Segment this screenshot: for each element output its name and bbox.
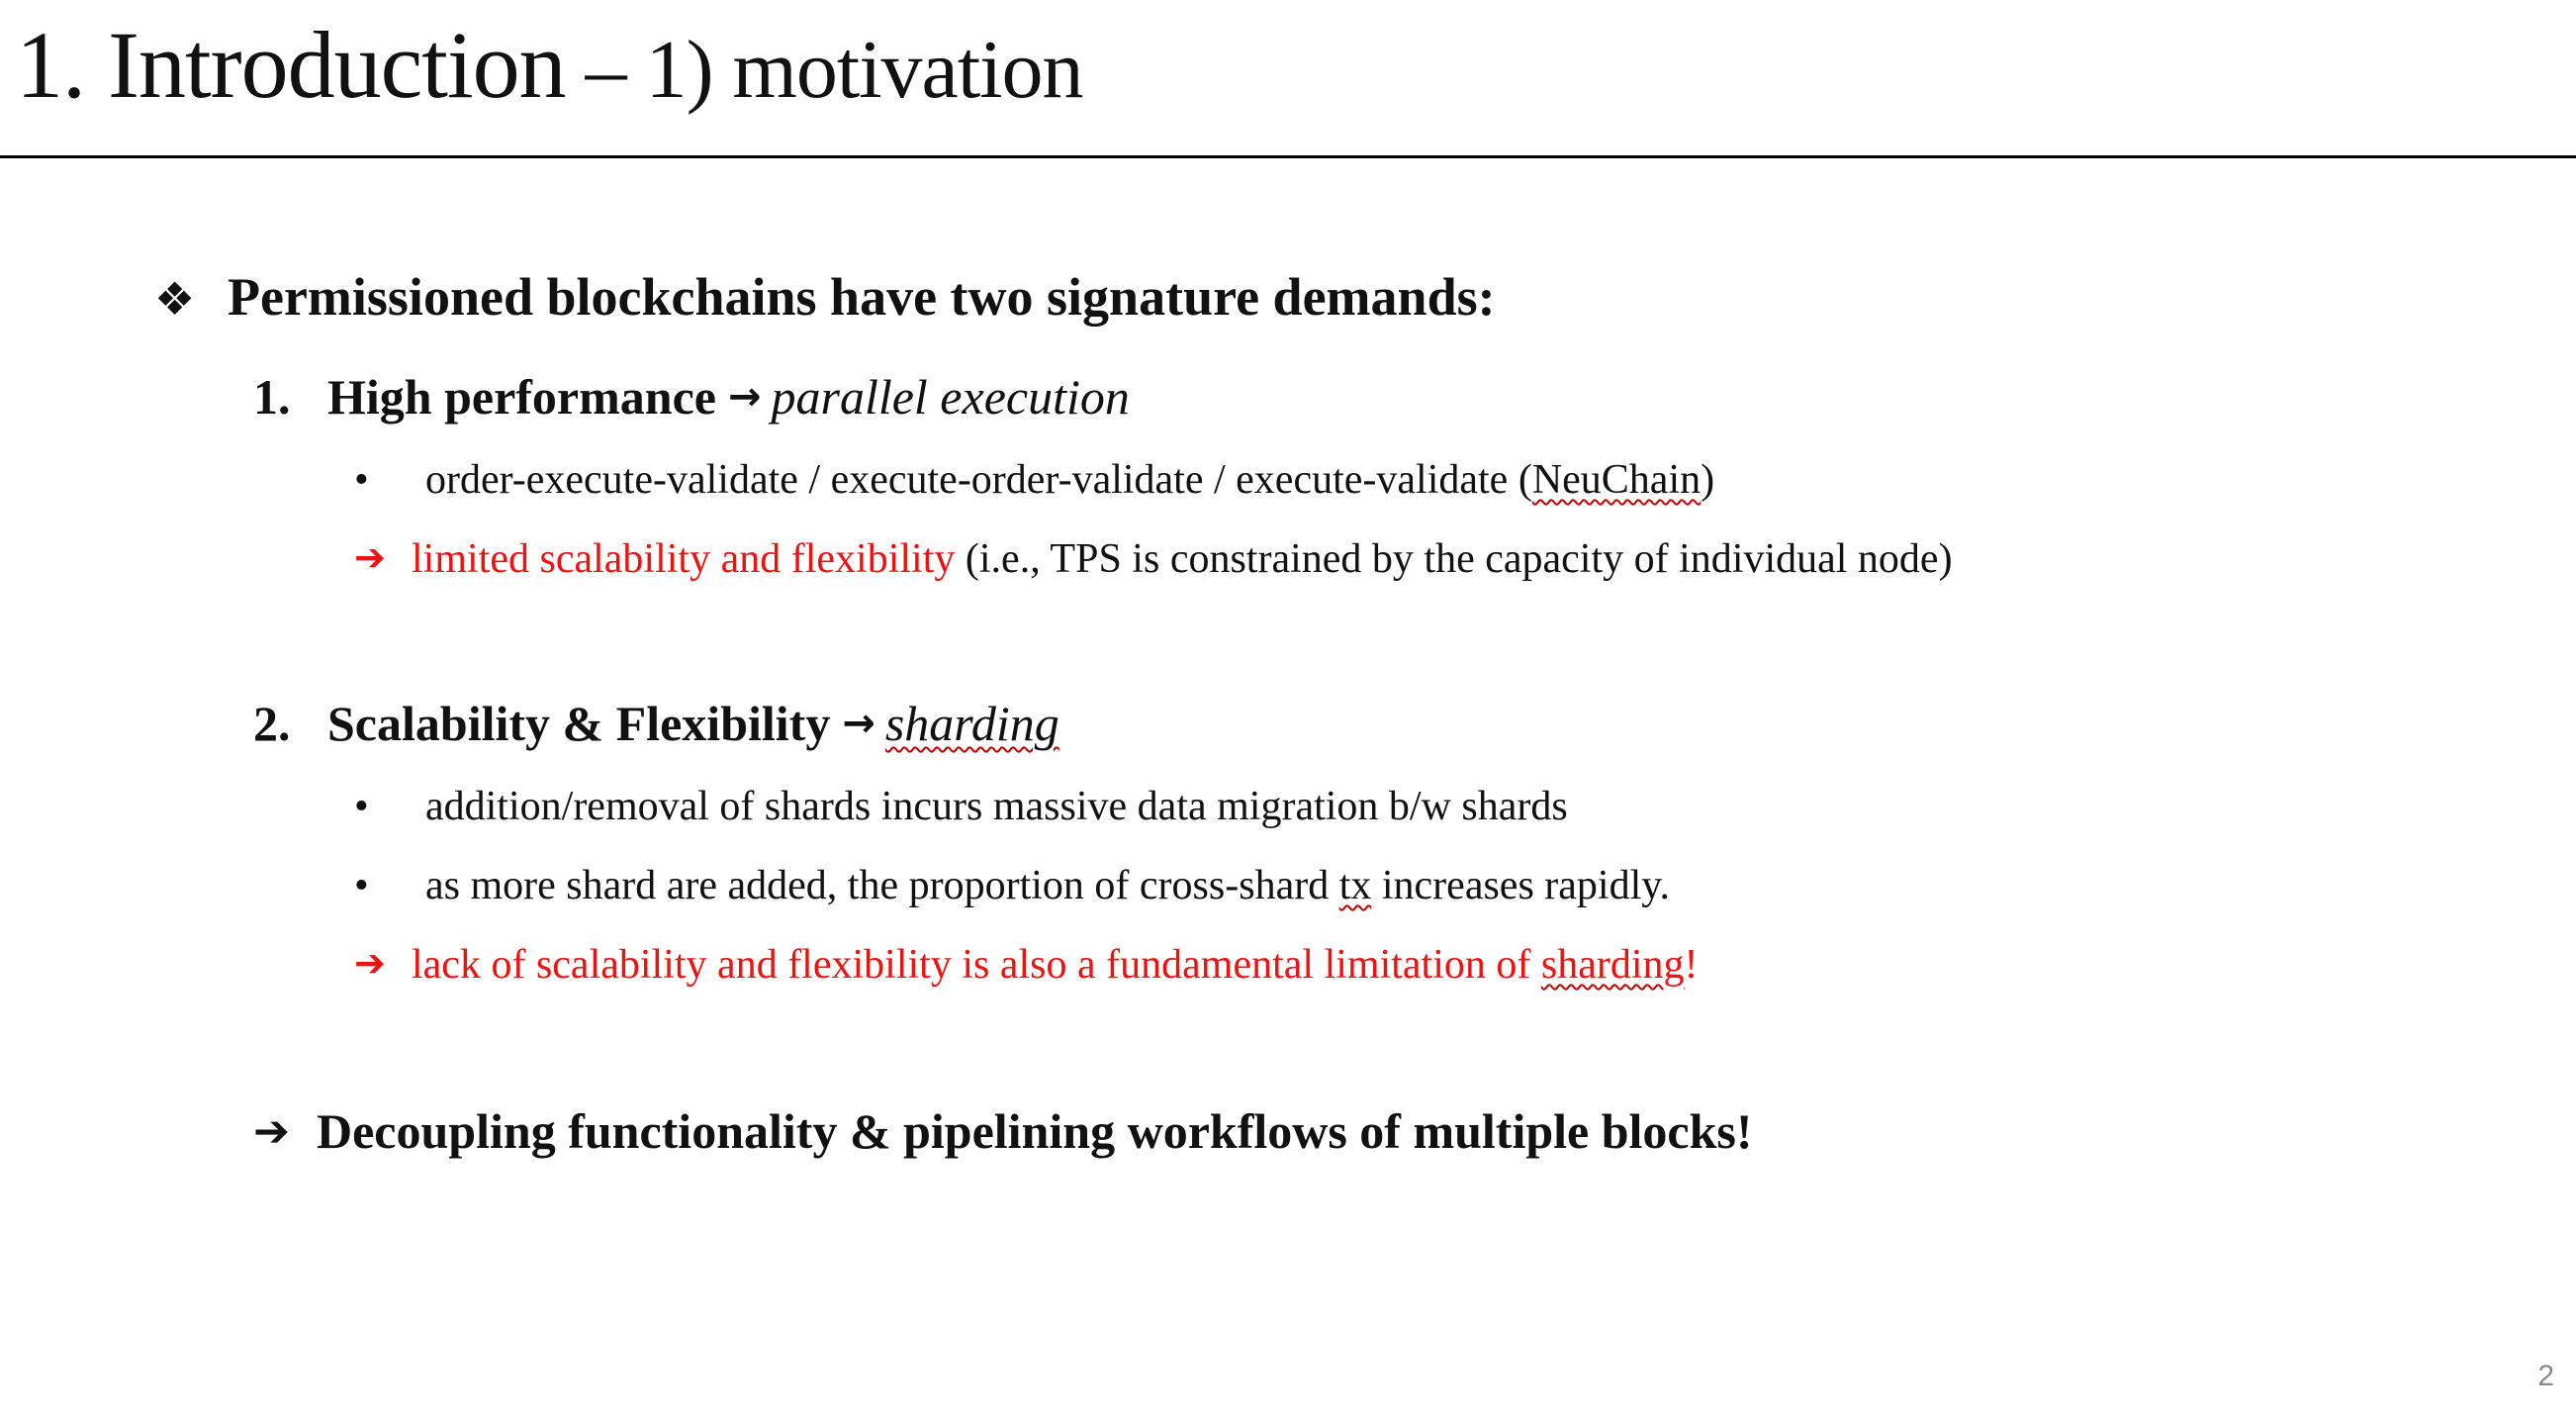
diamond-bullet-icon: ❖ (154, 274, 196, 325)
bold-arrow-icon: ➔ (354, 941, 386, 985)
item-2-heading (253, 693, 1059, 758)
item-2-label: Scalability & Flexibility (327, 696, 831, 751)
item-1-note-black: (i.e., TPS is constrained by the capacity of individual node) (955, 536, 1953, 582)
item-2-bullet-1 (354, 780, 1568, 833)
conclusion-text: Decoupling functionality & pipelining workflows of multiple blocks! (317, 1103, 1753, 1159)
heading-text: Permissioned blockchains have two signature demands: (228, 267, 1496, 327)
item-2-target: sharding (884, 696, 1059, 751)
item-1-target: parallel execution (771, 369, 1130, 425)
title-sub: 1) motivation (645, 24, 1083, 116)
conclusion (253, 1100, 1753, 1165)
page-number: 2 (2537, 1360, 2554, 1392)
slide-title (16, 6, 1083, 130)
item-2-bullet-2-text-a: as more shard are added, the proportion of cross-shard (425, 863, 1339, 908)
item-2-note-red-b: sharding (1540, 942, 1685, 988)
title-dash: – (565, 24, 646, 116)
item-2-bullet-2-text-b: tx (1338, 863, 1372, 908)
item-2-note-red-c: ! (1684, 942, 1699, 988)
title-main: 1. Introduction (16, 12, 566, 118)
right-arrow-icon: → (727, 374, 762, 420)
bold-arrow-icon: ➔ (253, 1106, 290, 1157)
item-2-bullet-2 (354, 859, 1670, 912)
bullet-icon: • (354, 784, 369, 829)
item-1-number: 1. (253, 369, 291, 425)
item-1-heading (253, 366, 1130, 431)
item-1-note (354, 532, 1953, 586)
item-2-number: 2. (253, 696, 291, 751)
item-1-bullet-text-c: ) (1701, 457, 1715, 503)
right-arrow-icon: → (842, 701, 875, 746)
item-1-label: High performance (327, 369, 716, 425)
item-1-bullet-text-a: order-execute-validate / execute-order-validate / execute-validate ( (425, 457, 1532, 503)
item-2-note-red-a: lack of scalability and flexibility is also a fundamental limitation of (412, 942, 1541, 988)
item-1-note-red: limited scalability and flexibility (412, 536, 956, 582)
bullet-icon: • (354, 863, 369, 908)
section-heading (154, 265, 1496, 332)
item-1-bullet-text-b: NeuChain (1531, 457, 1702, 503)
item-2-note (354, 938, 1699, 992)
item-1-bullet (354, 453, 1714, 507)
bullet-icon: • (354, 457, 369, 503)
item-2-bullet-1-text: addition/removal of shards incurs massive data migration b/w shards (425, 784, 1568, 829)
item-2-bullet-2-text-c: increases rapidly. (1371, 863, 1671, 908)
bold-arrow-icon: ➔ (354, 535, 386, 579)
title-divider (0, 155, 2576, 158)
